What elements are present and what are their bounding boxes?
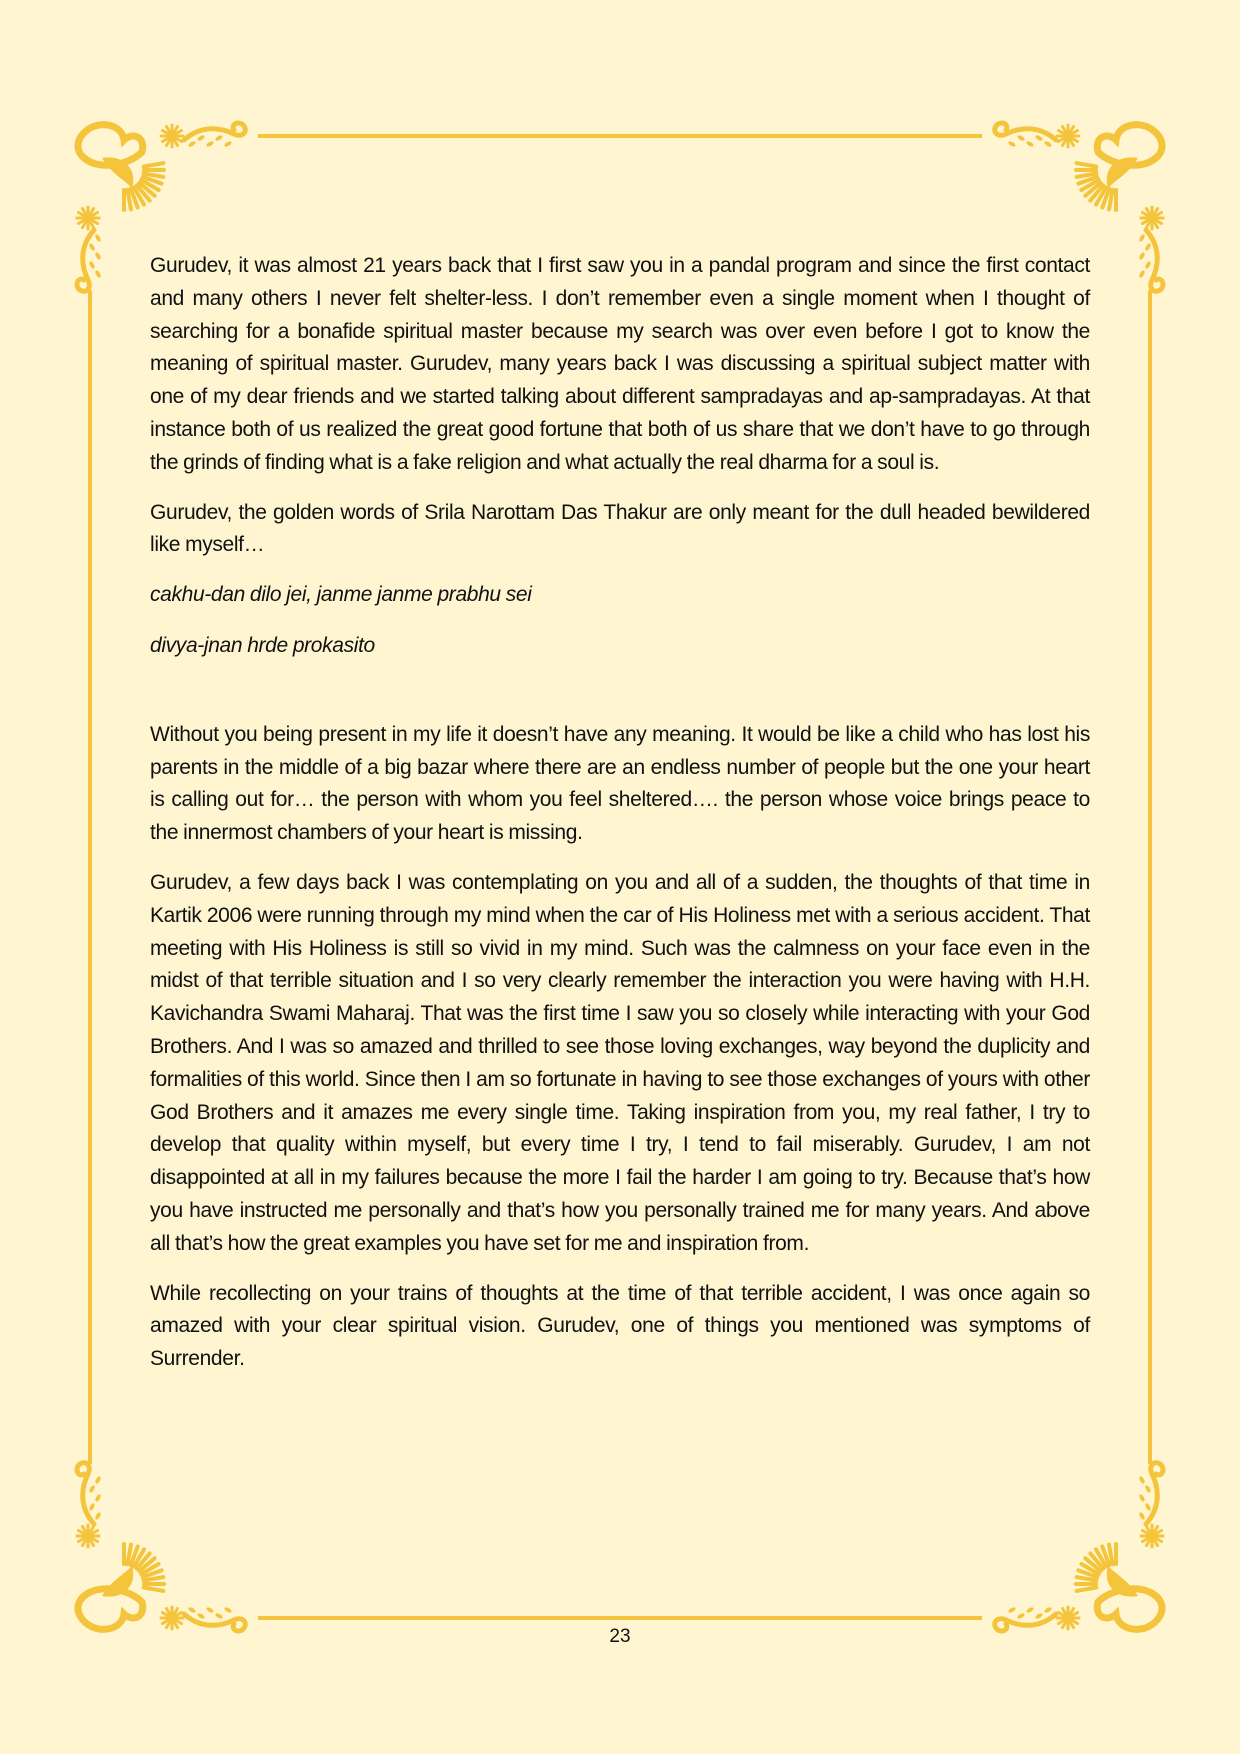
leaf-icon xyxy=(197,134,206,141)
leaf-icon xyxy=(188,1606,197,1613)
leaf-icon xyxy=(1138,252,1145,261)
paragraph-5: While recollecting on your trains of thoughts at the time of that terrible accident, I was once again so amazed with your clear spiritual vision. Gurudev, one of things you mentioned was symptoms of Surrender. xyxy=(150,1281,1090,1371)
leaf-icon xyxy=(1138,1494,1145,1503)
vine-scroll-icon xyxy=(184,123,245,140)
border-line-right xyxy=(1148,290,1152,1464)
flower-icon xyxy=(77,207,99,229)
corner-ornament-bottom-right xyxy=(978,1446,1168,1636)
leaf-icon xyxy=(206,140,215,147)
vine-scroll-icon xyxy=(77,1463,94,1524)
border-line-top xyxy=(258,134,982,138)
leaf-icon xyxy=(1017,1612,1026,1619)
paragraph-2: Gurudev, the golden words of Srila Narottam Das Thakur are only meant for the dull headed bewildered like myself… xyxy=(150,500,1090,557)
verse-line-1: cakhu-dan dilo jei, janme janme prabhu sei xyxy=(150,583,532,607)
leaf-icon xyxy=(1008,1606,1017,1613)
leaf-icon xyxy=(1138,1512,1145,1521)
leaf-icon xyxy=(88,1485,95,1494)
flower-icon xyxy=(77,1525,99,1547)
vine-scroll-icon xyxy=(77,230,94,291)
leaf-icon xyxy=(188,140,197,147)
leaf-icon xyxy=(1026,140,1035,147)
paragraph-3: Without you being present in my life it doesn’t have any meaning. It would be like a child who has lost his parents in the middle of a big bazar where there are an endless number of people but the one your heart is calling out for… the person with whom you feel sheltered…. the person whose voice brings peace to the innermost chambers of your heart is missing. xyxy=(150,722,1090,845)
leaf-icon xyxy=(1144,1503,1151,1512)
leaf-icon xyxy=(94,1476,101,1485)
leaf-icon xyxy=(215,134,224,141)
leaf-icon xyxy=(1044,1606,1053,1613)
paragraph-1: Gurudev, it was almost 21 years back that I first saw you in a pandal program and since the first contact and many others I never felt shelter-less. I don’t remember even a single moment when I thought of searching for a bonafide spiritual master because my search was over even before I got to know the meaning of spiritual master. Gurudev, many years back I was discussing a spiritual subject matter with one of my dear friends and we started talking about different sampradayas and ap-sampradayas. At that instance both of us realized the great good fortune that both of us share that we don’t have to go through the grinds of finding what is a fake religion and what actually the real dharma for a soul is. xyxy=(150,254,1090,474)
leaf-icon xyxy=(88,1503,95,1512)
leaf-icon xyxy=(94,1512,101,1521)
leaf-icon xyxy=(88,261,95,270)
leaf-icon xyxy=(1017,134,1026,141)
leaf-icon xyxy=(1138,270,1145,279)
leaf-icon xyxy=(206,1606,215,1613)
letter-body xyxy=(150,250,1090,1393)
corner-ornament-bottom-left xyxy=(72,1446,262,1636)
flower-icon xyxy=(1057,125,1079,147)
leaf-icon xyxy=(1008,140,1017,147)
leaf-icon xyxy=(1026,1606,1035,1613)
leaf-icon xyxy=(1144,1485,1151,1494)
leaf-icon xyxy=(94,270,101,279)
leaf-icon xyxy=(88,243,95,252)
flower-icon xyxy=(161,125,183,147)
leaf-icon xyxy=(1138,1476,1145,1485)
leaf-icon xyxy=(1138,234,1145,243)
paragraph-4: Gurudev, a few days back I was contemplating on you and all of a sudden, the thoughts of that time in Kartik 2006 were running through my mind when the car of His Holiness met with a serious accident. That meeting with His Holiness is still so vivid in my mind. Such was the calmness on your face even in the midst of that terrible situation and I so very clearly remember the interaction you were having with H.H. Kavichandra Swami Maharaj. That was the first time I saw you so closely while interacting with your God Brothers. And I was so amazed and thrilled to see those loving exchanges, way beyond the duplicity and formalities of this world. Since then I am so fortunate in having to see those exchanges of yours with other God Brothers and it amazes me every single time. Taking inspiration from you, my real father, I try to develop that quality within myself, but every time I try, I tend to fail miserably. Gurudev, I am not disappointed at all in my failures because the more I fail the harder I am going to try. Because that’s how you have instructed me personally and that’s how you personally trained me for many years. And above all that’s how the great examples you have set for me and inspiration from. xyxy=(150,870,1090,1255)
page-number: 23 xyxy=(609,1626,631,1647)
vine-scroll-icon xyxy=(995,123,1056,140)
verse-line-2: divya-jnan hrde prokasito xyxy=(150,633,375,657)
leaf-icon xyxy=(1144,243,1151,252)
leaf-icon xyxy=(1044,140,1053,147)
leaf-icon xyxy=(1144,261,1151,270)
border-line-bottom xyxy=(258,1616,982,1620)
leaf-icon xyxy=(197,1612,206,1619)
leaf-icon xyxy=(215,1612,224,1619)
flower-icon xyxy=(1141,1525,1163,1547)
leaf-icon xyxy=(224,140,233,147)
leaf-icon xyxy=(94,234,101,243)
leaf-icon xyxy=(224,1606,233,1613)
leaf-icon xyxy=(1035,134,1044,141)
leaf-icon xyxy=(94,1494,101,1503)
vine-scroll-icon xyxy=(1146,1463,1163,1524)
flower-icon xyxy=(1141,207,1163,229)
border-line-left xyxy=(88,290,92,1464)
vine-scroll-icon xyxy=(1146,230,1163,291)
leaf-icon xyxy=(1035,1612,1044,1619)
leaf-icon xyxy=(94,252,101,261)
